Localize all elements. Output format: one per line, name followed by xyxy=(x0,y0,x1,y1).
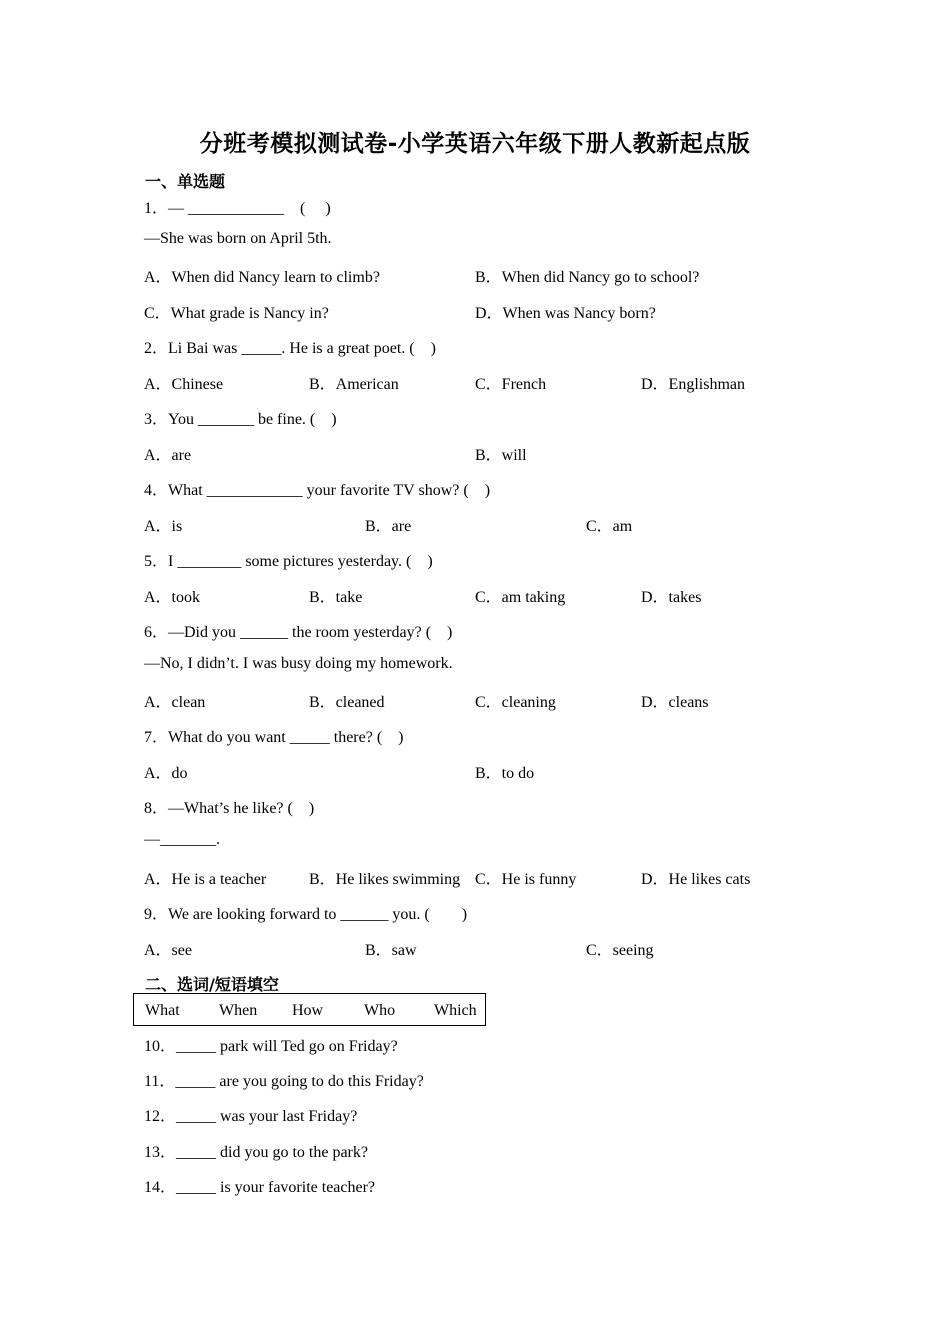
question-7-option-b: B．to do xyxy=(475,765,535,782)
word-bank-box xyxy=(133,993,486,1026)
question-8-sub: —_______. xyxy=(144,831,220,848)
question-2-stem: 2．Li Bai was _____. He is a great poet. ( ) xyxy=(144,340,436,357)
word-bank-item: What xyxy=(145,1002,180,1019)
question-3-stem: 3．You _______ be fine. ( ) xyxy=(144,411,337,428)
question-6-stem: 6．—Did you ______ the room yesterday? ( ) xyxy=(144,624,453,641)
word-bank-item: How xyxy=(292,1002,324,1019)
fill-question-12: 12．_____ was your last Friday? xyxy=(144,1108,358,1125)
question-5-option-a: A．took xyxy=(144,589,201,606)
word-bank-item: When xyxy=(219,1002,258,1019)
fill-question-11: 11．_____ are you going to do this Friday? xyxy=(144,1073,424,1090)
question-1-sub: —She was born on April 5th. xyxy=(144,230,332,247)
page-title: 分班考模拟测试卷-小学英语六年级下册人教新起点版 xyxy=(199,131,751,157)
question-8-option-a: A．He is a teacher xyxy=(144,871,267,888)
section-heading-fill-in: 二、选词/短语填空 xyxy=(145,975,279,994)
question-9-option-b: B．saw xyxy=(365,942,417,959)
question-9-option-c: C．seeing xyxy=(586,942,654,959)
question-8-option-c: C．He is funny xyxy=(475,871,577,888)
question-5-option-d: D．takes xyxy=(641,589,702,606)
question-6-option-a: A．clean xyxy=(144,694,206,711)
question-6-option-b: B．cleaned xyxy=(309,694,385,711)
question-1-option-d: D．When was Nancy born? xyxy=(475,305,656,322)
question-1-option-a: A．When did Nancy learn to climb? xyxy=(144,269,380,286)
question-3-option-a: A．are xyxy=(144,447,192,464)
question-4-option-c: C．am xyxy=(586,518,633,535)
fill-question-14: 14．_____ is your favorite teacher? xyxy=(144,1179,376,1196)
fill-question-13: 13．_____ did you go to the park? xyxy=(144,1144,368,1161)
question-2-option-b: B．American xyxy=(309,376,399,393)
question-7-stem: 7．What do you want _____ there? ( ) xyxy=(144,729,404,746)
question-7-option-a: A．do xyxy=(144,765,188,782)
question-5-option-b: B．take xyxy=(309,589,363,606)
question-2-option-d: D．Englishman xyxy=(641,376,745,393)
question-6-option-c: C．cleaning xyxy=(475,694,556,711)
question-2-option-a: A．Chinese xyxy=(144,376,224,393)
question-9-option-a: A．see xyxy=(144,942,192,959)
question-8-option-b: B．He likes swimming xyxy=(309,871,461,888)
question-3-option-b: B．will xyxy=(475,447,527,464)
question-4-option-b: B．are xyxy=(365,518,412,535)
question-6-sub: —No, I didn’t. I was busy doing my homework. xyxy=(144,655,453,672)
question-4-stem: 4．What ____________ your favorite TV show? ( ) xyxy=(144,482,491,499)
question-1-option-b: B．When did Nancy go to school? xyxy=(475,269,700,286)
question-5-option-c: C．am taking xyxy=(475,589,566,606)
question-1-option-c: C．What grade is Nancy in? xyxy=(144,305,329,322)
question-1-stem: 1．— ____________ ( ) xyxy=(144,200,331,217)
question-5-stem: 5．I ________ some pictures yesterday. ( ) xyxy=(144,553,433,570)
word-bank-item: Which xyxy=(434,1002,477,1019)
question-2-option-c: C．French xyxy=(475,376,547,393)
question-4-option-a: A．is xyxy=(144,518,183,535)
section-heading-single-choice: 一、单选题 xyxy=(145,172,226,191)
question-8-stem: 8．—What’s he like? ( ) xyxy=(144,800,315,817)
fill-question-10: 10．_____ park will Ted go on Friday? xyxy=(144,1038,398,1055)
question-8-option-d: D．He likes cats xyxy=(641,871,751,888)
word-bank-item: Who xyxy=(364,1002,396,1019)
question-6-option-d: D．cleans xyxy=(641,694,709,711)
question-9-stem: 9．We are looking forward to ______ you. ( ) xyxy=(144,906,468,923)
